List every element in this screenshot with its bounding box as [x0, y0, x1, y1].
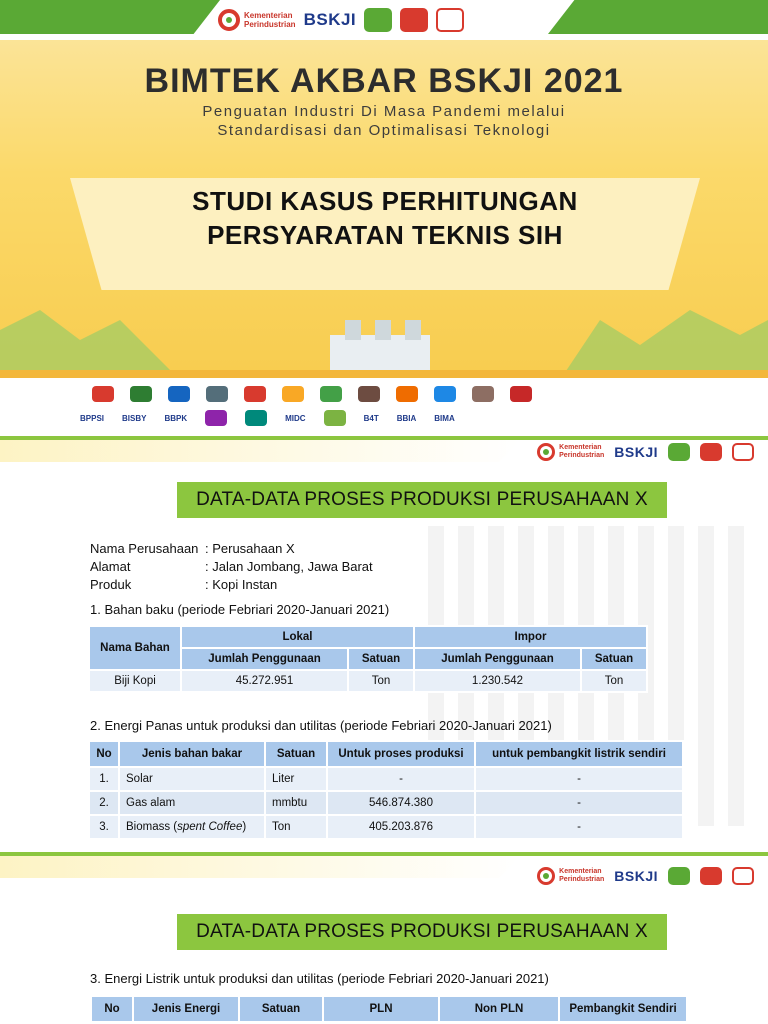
- cell-lokal-jumlah: 45.272.951: [181, 670, 348, 692]
- col-header-impor-jumlah: Jumlah Penggunaan: [414, 648, 581, 670]
- company-info-label: Nama Perusahaan: [90, 541, 199, 556]
- kemenperin-logo: [218, 9, 296, 31]
- event-subtitle-line1: Penguatan Industri Di Masa Pandemi melalui: [202, 103, 566, 120]
- case-title-line1: STUDI KASUS PERHITUNGAN: [192, 186, 578, 216]
- partner-logos-row-2: [80, 410, 455, 426]
- partner-logo-icon: [472, 386, 494, 402]
- bskji-logo: BSKJI: [303, 10, 357, 29]
- slide-banner-title: DATA-DATA PROSES PRODUKSI PERUSAHAAN X: [177, 482, 667, 518]
- kemenperin-gear-icon: [537, 867, 555, 885]
- col-header-non-pln: Non PLN: [439, 996, 559, 1022]
- col-header-no: No: [91, 996, 133, 1022]
- table-row: [89, 815, 683, 839]
- col-header-lokal-jumlah: Jumlah Penggunaan: [181, 648, 348, 670]
- data-slide-2: [0, 852, 768, 1024]
- partner-logo-bar: [0, 378, 768, 432]
- partner-logo-label: BPPSI: [80, 413, 105, 423]
- kemenperin-line2: Perindustrian: [559, 452, 605, 459]
- cell-no: 2.: [89, 791, 119, 815]
- col-header-jenis-energi: Jenis Energi: [133, 996, 239, 1022]
- slide-header-logos: [537, 862, 754, 890]
- event-title: BIMTEK AKBAR BSKJI 2021: [144, 62, 624, 100]
- company-info-row: [90, 576, 373, 594]
- section-2-title: 2. Energi Panas untuk produksi dan utilitas (periode Febriari 2020-Januari 2021): [90, 718, 552, 733]
- header-green-band-left: [0, 0, 220, 34]
- partner-logo-icon: [324, 410, 346, 426]
- factory-tank-2: [375, 320, 391, 340]
- company-info-label: Produk: [90, 577, 132, 592]
- company-info-row: [90, 558, 373, 576]
- partner-logo-icon: [244, 386, 266, 402]
- electric-energy-table: [90, 995, 688, 1023]
- garuda-logo-icon: [436, 8, 464, 32]
- landscape-illustration: [0, 290, 768, 380]
- partner-logo-icon: [245, 410, 267, 426]
- slide-top-highlight: [0, 856, 520, 878]
- col-header-lokal: Lokal: [181, 626, 414, 648]
- col-header-impor-satuan: Satuan: [581, 648, 647, 670]
- title-slide: [0, 0, 768, 432]
- kemenperin-line2: Perindustrian: [559, 876, 605, 883]
- bskji-logo: BSKJI: [614, 444, 658, 460]
- industri-hijau-logo-icon: [668, 867, 690, 885]
- industri-hijau-logo-icon: [364, 8, 392, 32]
- cell-proses: -: [327, 767, 475, 791]
- cell-satuan: Liter: [265, 767, 327, 791]
- cell-no: 3.: [89, 815, 119, 839]
- cell-pembangkit: -: [475, 767, 683, 791]
- cell-bahan: Biji Kopi: [89, 670, 181, 692]
- factory-tank-3: [405, 320, 421, 340]
- table-row: [89, 791, 683, 815]
- tree-cluster-right: [560, 310, 768, 380]
- making-indonesia-logo-icon: [400, 8, 428, 32]
- partner-logo-icon: [320, 386, 342, 402]
- cell-jenis-italic: spent Coffee: [177, 821, 243, 833]
- cell-jenis-text: Biomass (: [126, 821, 178, 833]
- company-info-value: : Kopi Instan: [205, 577, 278, 592]
- company-info-value: : Perusahaan X: [205, 541, 295, 556]
- partner-logo-icon: [168, 386, 190, 402]
- garuda-logo-icon: [732, 443, 754, 461]
- slide-top-green-line: [0, 852, 768, 856]
- cell-impor-jumlah: 1.230.542: [414, 670, 581, 692]
- col-header-satuan: Satuan: [239, 996, 323, 1022]
- thermal-energy-table: [88, 740, 684, 840]
- cell-jenis-tail: ): [242, 821, 247, 833]
- slide-top-highlight: [0, 440, 520, 462]
- cell-pembangkit: -: [475, 791, 683, 815]
- partner-logo-icon: [282, 386, 304, 402]
- partner-logo-icon: [92, 386, 114, 402]
- partner-logo-icon: [130, 386, 152, 402]
- event-subtitle: [0, 102, 768, 140]
- col-header-jenis: Jenis bahan bakar: [119, 741, 265, 767]
- partner-logo-icon: [434, 386, 456, 402]
- cell-no: 1.: [89, 767, 119, 791]
- slide-header-logos: [537, 438, 754, 466]
- kemenperin-logo: [537, 443, 604, 461]
- company-info: [90, 540, 373, 594]
- section-3-title: 3. Energi Listrik untuk produksi dan utilitas (periode Febriari 2020-Januari 2021): [90, 971, 549, 986]
- table-row: [89, 670, 647, 692]
- partner-logo-label: BIMA: [434, 413, 455, 423]
- making-indonesia-logo-icon: [700, 867, 722, 885]
- col-header-satuan: Satuan: [265, 741, 327, 767]
- garuda-logo-icon: [732, 867, 754, 885]
- header-green-band-right: [548, 0, 768, 34]
- col-header-no: No: [89, 741, 119, 767]
- case-title-line2: PERSYARATAN TEKNIS SIH: [207, 220, 563, 250]
- cell-satuan: Ton: [265, 815, 327, 839]
- cell-proses: 405.203.876: [327, 815, 475, 839]
- col-header-pln: PLN: [323, 996, 439, 1022]
- cell-jenis: Gas alam: [119, 791, 265, 815]
- cell-pembangkit: -: [475, 815, 683, 839]
- cell-jenis: Solar: [119, 767, 265, 791]
- col-header-proses: Untuk proses produksi: [327, 741, 475, 767]
- kemenperin-line1: Kementerian: [559, 444, 602, 451]
- section-1-title: 1. Bahan baku (periode Febriari 2020-Januari 2021): [90, 602, 390, 617]
- company-info-row: [90, 540, 373, 558]
- partner-logo-label: BBPK: [164, 413, 188, 423]
- data-slide-1: [0, 436, 768, 852]
- col-header-impor: Impor: [414, 626, 647, 648]
- company-info-label: Alamat: [90, 559, 131, 574]
- col-header-pembangkit: untuk pembangkit listrik sendiri: [475, 741, 683, 767]
- partner-logo-label: B4T: [363, 413, 379, 423]
- partner-logo-icon: [205, 410, 227, 426]
- cell-jenis: [119, 815, 265, 839]
- factory-tank-1: [345, 320, 361, 340]
- partner-logo-label: BBIA: [396, 413, 417, 423]
- cell-satuan: mmbtu: [265, 791, 327, 815]
- col-header-nama-bahan: Nama Bahan: [89, 626, 181, 670]
- partner-logo-icon: [358, 386, 380, 402]
- kemenperin-gear-icon: [537, 443, 555, 461]
- partner-logo-icon: [510, 386, 532, 402]
- partner-logo-icon: [206, 386, 228, 402]
- partner-logo-label: MIDC: [285, 413, 306, 423]
- tree-cluster-left: [0, 310, 180, 380]
- raw-material-table: [88, 625, 648, 693]
- cell-lokal-satuan: Ton: [348, 670, 414, 692]
- making-indonesia-logo-icon: [700, 443, 722, 461]
- header-logo-strip: [218, 4, 464, 36]
- partner-logo-label: BISBY: [122, 413, 147, 423]
- kemenperin-line2: Perindustrian: [244, 20, 296, 29]
- partner-logo-icon: [396, 386, 418, 402]
- col-header-lokal-satuan: Satuan: [348, 648, 414, 670]
- table-row: [89, 767, 683, 791]
- case-title: [95, 184, 675, 252]
- kemenperin-logo: [537, 867, 604, 885]
- partner-logos-row-1: [92, 386, 532, 402]
- col-header-pembangkit-sendiri: Pembangkit Sendiri: [559, 996, 687, 1022]
- slide-banner-title: DATA-DATA PROSES PRODUKSI PERUSAHAAN X: [177, 914, 667, 950]
- kemenperin-gear-icon: [218, 9, 240, 31]
- cell-impor-satuan: Ton: [581, 670, 647, 692]
- bskji-logo: BSKJI: [614, 868, 658, 884]
- company-info-value: : Jalan Jombang, Jawa Barat: [205, 559, 373, 574]
- industri-hijau-logo-icon: [668, 443, 690, 461]
- event-subtitle-line2: Standardisasi dan Optimalisasi Teknologi: [217, 122, 551, 139]
- kemenperin-line1: Kementerian: [244, 11, 293, 20]
- cell-proses: 546.874.380: [327, 791, 475, 815]
- kemenperin-line1: Kementerian: [559, 868, 602, 875]
